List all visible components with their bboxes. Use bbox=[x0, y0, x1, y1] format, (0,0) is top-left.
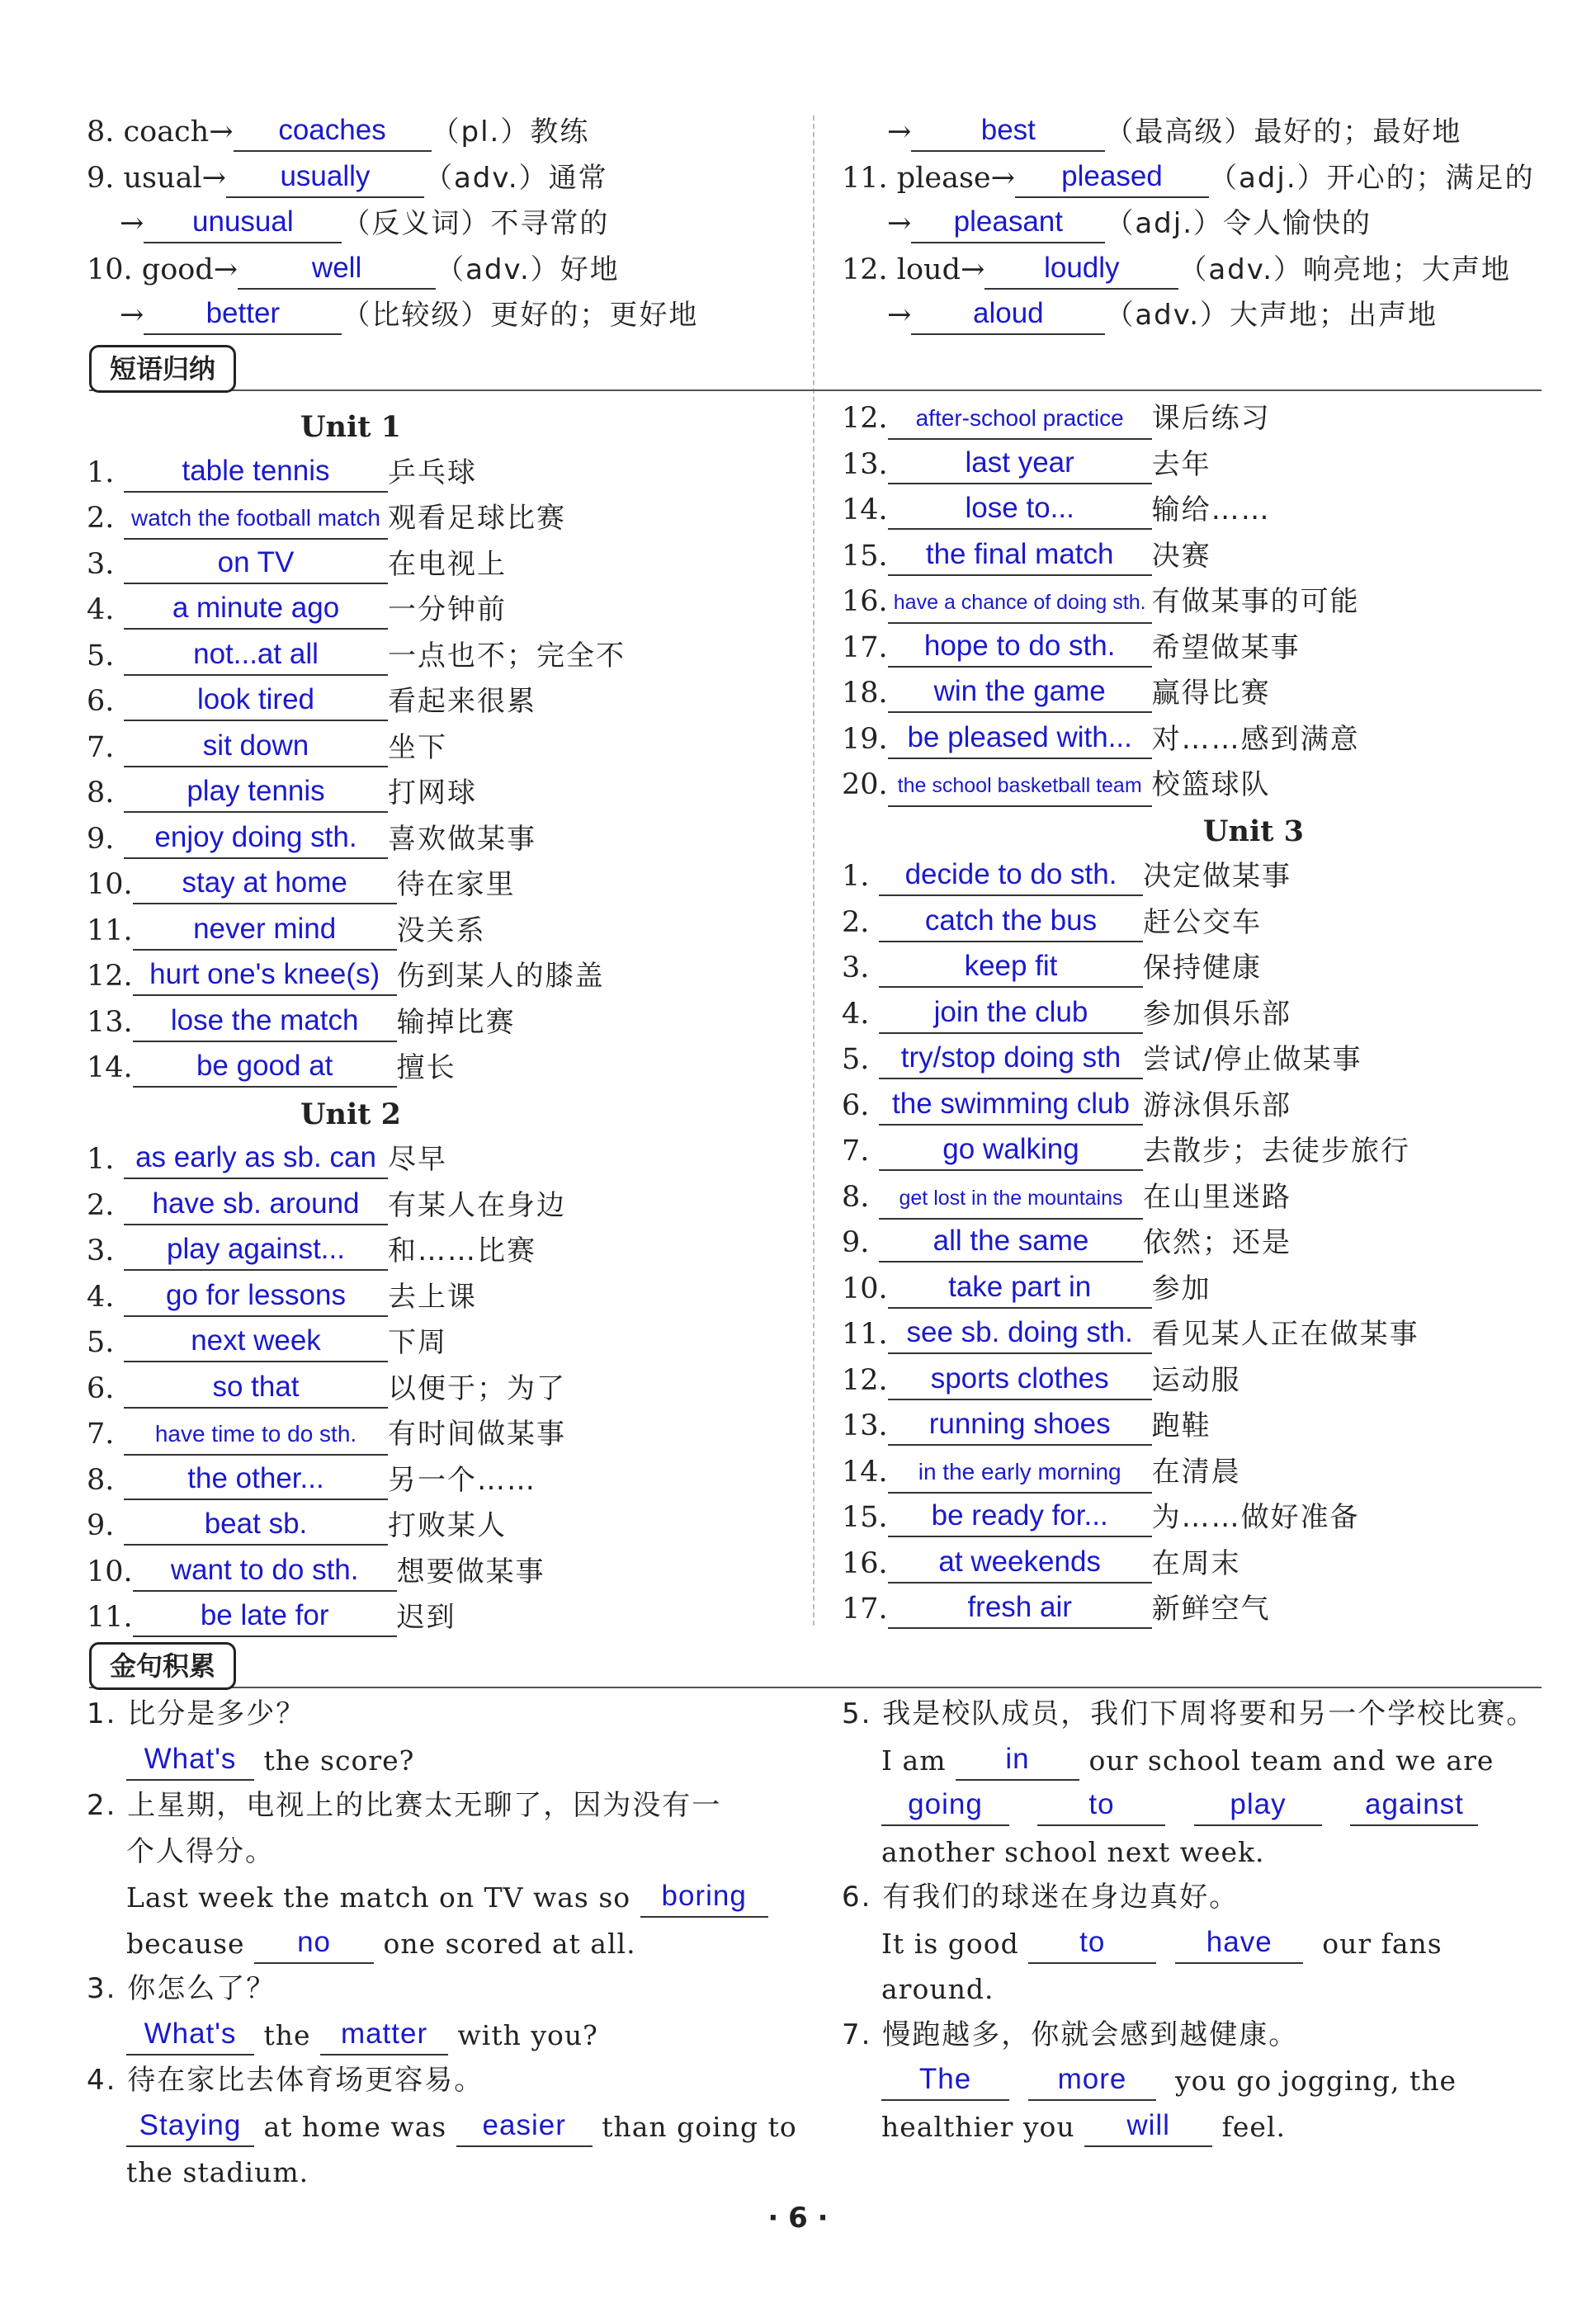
phrase-meaning: 保持健康 bbox=[1143, 951, 1262, 984]
phrase-row bbox=[87, 496, 805, 542]
answer-blank: What's bbox=[126, 2018, 254, 2055]
phrase-meaning: 对……感到满意 bbox=[1151, 722, 1360, 756]
phrase-row bbox=[87, 1137, 805, 1183]
phrases-section-header bbox=[89, 345, 1542, 394]
phrase-meaning: 赢得比赛 bbox=[1151, 677, 1271, 710]
answer-blank: aloud bbox=[911, 297, 1105, 335]
word-form-row: → aloud （adv.）大声地；出声地 bbox=[842, 293, 1551, 339]
answer-blank: have a chance of doing sth. bbox=[888, 586, 1152, 624]
phrase-number: 7. bbox=[87, 1418, 115, 1451]
word-form-row: 10. good→ well （adv.）好地 bbox=[87, 248, 805, 294]
phrase-number: 7. bbox=[87, 730, 115, 764]
phrase-meaning: 参加 bbox=[1151, 1272, 1211, 1305]
phrase-meaning: 课后练习 bbox=[1151, 402, 1271, 435]
phrase-number: 13. bbox=[842, 1409, 888, 1442]
phrase-number: 9. bbox=[87, 1509, 115, 1542]
phrase-number: 3. bbox=[842, 951, 870, 984]
phrase-number: 20. bbox=[842, 768, 888, 801]
phrase-number: 17. bbox=[842, 1593, 888, 1626]
phrase-row bbox=[842, 1083, 1551, 1130]
phrase-row bbox=[87, 1412, 805, 1458]
phrase-meaning: 喜欢做某事 bbox=[388, 822, 536, 856]
answer-blank: try/stop doing sth bbox=[879, 1041, 1143, 1079]
phrase-meaning: 为……做好准备 bbox=[1151, 1501, 1360, 1534]
phrase-meaning: 参加俱乐部 bbox=[1143, 997, 1291, 1031]
answer-blank: be pleased with... bbox=[888, 721, 1152, 759]
header-rule bbox=[89, 1687, 1542, 1688]
phrase-number: 2. bbox=[842, 905, 870, 939]
phrase-number: 10. bbox=[87, 1555, 133, 1588]
phrase-number: 3. bbox=[87, 547, 115, 581]
phrase-number: 14. bbox=[87, 1051, 133, 1084]
phrase-row bbox=[842, 625, 1551, 672]
phrase-number: 2. bbox=[87, 1188, 115, 1222]
header-rule bbox=[89, 389, 1542, 391]
answer-blank: see sb. doing sth. bbox=[888, 1316, 1152, 1354]
sentence-2-chinese-cont: 个人得分。 bbox=[126, 1834, 275, 1868]
answer-blank: unusual bbox=[144, 205, 342, 243]
phrase-number: 1. bbox=[87, 1143, 115, 1176]
phrase-row bbox=[842, 992, 1551, 1038]
word-form-row: 12. loud→ loudly （adv.）响亮地；大声地 bbox=[842, 248, 1551, 294]
phrase-meaning: 一点也不；完全不 bbox=[388, 639, 626, 673]
phrase-number: 8. bbox=[87, 776, 115, 809]
phrase-meaning: 去散步；去徒步旅行 bbox=[1143, 1135, 1410, 1168]
phrase-number: 4. bbox=[87, 1280, 115, 1314]
phrase-row bbox=[842, 671, 1551, 717]
word-form-row: 9. usual→ usually （adv.）通常 bbox=[87, 156, 805, 202]
phrase-meaning: 输掉比赛 bbox=[396, 1005, 516, 1039]
phrase-row bbox=[842, 1541, 1551, 1588]
answer-blank: at weekends bbox=[888, 1546, 1152, 1584]
answer-blank: join the club bbox=[879, 996, 1143, 1034]
sentence-2-english: Last week the match on TV was so boring bbox=[87, 1875, 796, 1921]
answer-blank: get lost in the mountains bbox=[879, 1182, 1143, 1220]
answer-blank: hope to do sth. bbox=[888, 630, 1152, 668]
phrase-number: 8. bbox=[87, 1463, 115, 1497]
phrase-row bbox=[87, 542, 805, 588]
phrase-number: 11. bbox=[842, 1318, 888, 1351]
sentences-left bbox=[87, 1692, 796, 2196]
answer-blank: matter bbox=[320, 2018, 448, 2055]
word-form-row: → better （比较级）更好的；更好地 bbox=[87, 293, 805, 339]
phrase-meaning: 尝试/停止做某事 bbox=[1143, 1043, 1362, 1076]
phrase-row bbox=[842, 1450, 1551, 1496]
phrase-row bbox=[842, 488, 1551, 534]
phrase-row bbox=[87, 588, 805, 634]
answer-blank: sports clothes bbox=[888, 1362, 1152, 1400]
word-form-row: 11. please→ pleased （adj.）开心的；满足的 bbox=[842, 156, 1551, 202]
phrase-number: 6. bbox=[842, 1088, 870, 1122]
phrase-meaning: 有时间做某事 bbox=[388, 1418, 566, 1451]
phrase-meaning: 赶公交车 bbox=[1143, 905, 1262, 939]
phrase-number: 16. bbox=[842, 1546, 888, 1580]
phrase-meaning: 有某人在身边 bbox=[388, 1188, 566, 1222]
phrase-meaning: 擅长 bbox=[396, 1051, 456, 1084]
answer-blank: boring bbox=[640, 1880, 768, 1918]
phrase-row bbox=[842, 854, 1551, 900]
phrase-meaning: 运动服 bbox=[1151, 1363, 1241, 1397]
sentence-1-chinese: 1. 比分是多少？ bbox=[87, 1697, 306, 1730]
phrase-row bbox=[87, 1045, 805, 1092]
phrase-row bbox=[87, 1458, 805, 1504]
phrase-row bbox=[842, 1267, 1551, 1313]
phrase-meaning: 有做某事的可能 bbox=[1151, 585, 1360, 618]
phrase-number: 6. bbox=[87, 1371, 115, 1405]
phrase-row bbox=[87, 954, 805, 1000]
phrase-row bbox=[842, 717, 1551, 763]
phrase-row bbox=[842, 762, 1551, 809]
answer-blank: the swimming club bbox=[879, 1088, 1143, 1126]
sentence-5-chinese: 5. 我是校队成员，我们下周将要和另一个学校比赛。 bbox=[842, 1697, 1537, 1730]
answer-blank: against bbox=[1350, 1788, 1478, 1826]
sentence-3-english: What's the matter with you? bbox=[87, 2013, 796, 2059]
answer-blank: watch the football match bbox=[124, 502, 388, 540]
phrase-row bbox=[842, 1220, 1551, 1267]
answer-blank: keep fit bbox=[879, 950, 1143, 988]
answer-blank: all the same bbox=[879, 1225, 1143, 1263]
word-form-row: 8. coach→ coaches （pl.）教练 bbox=[87, 110, 805, 156]
phrase-number: 13. bbox=[87, 1005, 133, 1039]
phrase-number: 12. bbox=[87, 960, 133, 993]
sentence-4-chinese: 4. 待在家比去体育场更容易。 bbox=[87, 2064, 484, 2097]
answer-blank: to bbox=[1037, 1788, 1165, 1826]
phrase-row bbox=[87, 909, 805, 955]
sentence-7-english: The more you go jogging, the bbox=[842, 2058, 1551, 2104]
answer-blank: win the game bbox=[888, 675, 1152, 713]
phrase-meaning: 校篮球队 bbox=[1151, 768, 1271, 801]
phrase-number: 16. bbox=[842, 585, 888, 618]
phrase-meaning: 决赛 bbox=[1151, 539, 1211, 573]
phrases-left-column bbox=[87, 404, 805, 1641]
phrase-number: 10. bbox=[842, 1272, 888, 1305]
sentence-6-english: It is good to have our fans bbox=[842, 1921, 1551, 1967]
phrase-meaning: 在清晨 bbox=[1151, 1455, 1241, 1489]
phrase-number: 5. bbox=[842, 1043, 870, 1076]
phrase-row bbox=[842, 1587, 1551, 1633]
phrase-number: 5. bbox=[87, 639, 115, 673]
unit1-list bbox=[87, 451, 805, 1092]
unit3-title: Unit 3 bbox=[1203, 814, 1304, 848]
answer-blank: catch the bus bbox=[879, 904, 1143, 942]
answer-blank: be ready for... bbox=[888, 1499, 1152, 1537]
answer-blank: The bbox=[881, 2063, 1009, 2101]
answer-blank: after-school practice bbox=[888, 402, 1152, 440]
answer-blank: beat sb. bbox=[124, 1508, 388, 1546]
phrase-meaning: 观看足球比赛 bbox=[388, 502, 566, 535]
word-form-row: → unusual （反义词）不寻常的 bbox=[87, 201, 805, 248]
phrase-row bbox=[842, 900, 1551, 946]
phrase-meaning: 坐下 bbox=[388, 730, 447, 764]
phrase-number: 5. bbox=[87, 1326, 115, 1359]
phrase-row bbox=[842, 396, 1551, 442]
answer-blank: decide to do sth. bbox=[879, 858, 1143, 896]
phrase-meaning: 看见某人正在做某事 bbox=[1151, 1318, 1419, 1351]
phrase-number: 1. bbox=[87, 455, 115, 489]
answer-blank: have bbox=[1175, 1926, 1303, 1964]
answer-blank: sit down bbox=[124, 729, 388, 767]
unit1-title: Unit 1 bbox=[300, 410, 401, 444]
answer-blank: so that bbox=[124, 1371, 388, 1409]
answer-blank: in the early morning bbox=[888, 1456, 1152, 1494]
sentence-2-english-cont: because no one scored at all. bbox=[87, 1921, 796, 1967]
phrase-number: 10. bbox=[87, 868, 133, 901]
phrase-meaning: 打网球 bbox=[388, 776, 477, 809]
phrase-number: 18. bbox=[842, 677, 888, 710]
phrase-meaning: 以便于；为了 bbox=[388, 1371, 566, 1405]
answer-blank: easier bbox=[456, 2109, 593, 2147]
unit1-continued-list bbox=[842, 396, 1551, 809]
column-divider bbox=[813, 116, 815, 1626]
answer-blank: coaches bbox=[234, 114, 432, 152]
phrase-number: 12. bbox=[842, 402, 888, 435]
answer-blank: play bbox=[1194, 1788, 1322, 1826]
phrase-row bbox=[87, 725, 805, 772]
word-form-row: → pleasant （adj.）令人愉快的 bbox=[842, 201, 1551, 248]
answer-blank: have time to do sth. bbox=[124, 1418, 388, 1456]
answer-blank: better bbox=[144, 297, 342, 335]
answer-blank: not...at all bbox=[124, 638, 388, 676]
sentence-5-english-cont bbox=[842, 1783, 1551, 1829]
answer-blank: play tennis bbox=[124, 775, 388, 813]
answer-blank: Staying bbox=[126, 2109, 254, 2147]
answer-blank: the other... bbox=[124, 1462, 388, 1500]
phrase-meaning: 游泳俱乐部 bbox=[1143, 1088, 1291, 1122]
answer-blank: What's bbox=[126, 1743, 254, 1781]
answer-blank: enjoy doing sth. bbox=[124, 821, 388, 859]
sentence-1-english: What's the score? bbox=[87, 1738, 796, 1784]
sentence-4-english-cont: the stadium. bbox=[126, 2156, 309, 2188]
sentence-5-english-end: another school next week. bbox=[881, 1835, 1265, 1868]
phrase-number: 14. bbox=[842, 1455, 888, 1489]
answer-blank: be late for bbox=[133, 1599, 397, 1637]
phrase-number: 9. bbox=[842, 1226, 870, 1259]
phrase-meaning: 想要做某事 bbox=[396, 1555, 545, 1588]
answer-blank: the school basketball team bbox=[888, 769, 1152, 807]
answer-blank: want to do sth. bbox=[133, 1554, 397, 1592]
answer-blank: in bbox=[956, 1743, 1079, 1781]
answer-blank: loudly bbox=[985, 252, 1178, 290]
phrase-row bbox=[87, 1503, 805, 1550]
phrase-number: 3. bbox=[87, 1234, 115, 1267]
phrase-row bbox=[842, 579, 1551, 625]
phrase-row bbox=[842, 1037, 1551, 1083]
sentences-section-header bbox=[89, 1642, 1542, 1692]
sentence-3-chinese: 3. 你怎么了？ bbox=[87, 1972, 276, 2005]
word-form-row: → best （最高级）最好的；最好地 bbox=[842, 110, 1551, 156]
unit2-title: Unit 2 bbox=[300, 1097, 401, 1131]
phrase-row bbox=[87, 771, 805, 817]
phrase-meaning: 看起来很累 bbox=[388, 685, 536, 718]
phrase-row bbox=[87, 1000, 805, 1046]
phrase-row bbox=[842, 1175, 1551, 1221]
phrase-number: 11. bbox=[87, 913, 133, 947]
phrase-meaning: 尽早 bbox=[388, 1143, 447, 1176]
phrase-number: 2. bbox=[87, 502, 115, 535]
phrase-row bbox=[842, 534, 1551, 580]
word-forms-left bbox=[87, 110, 805, 339]
answer-blank: last year bbox=[888, 446, 1152, 484]
phrase-meaning: 一分钟前 bbox=[388, 593, 507, 626]
phrase-row bbox=[87, 679, 805, 725]
phrase-meaning: 和……比赛 bbox=[388, 1234, 536, 1267]
phrase-row bbox=[842, 1358, 1551, 1404]
phrase-row bbox=[87, 1229, 805, 1275]
sentence-6-english-end: around. bbox=[881, 1973, 994, 2005]
answer-blank: best bbox=[911, 114, 1105, 152]
answer-blank: will bbox=[1084, 2109, 1212, 2147]
sentences-title: 金句积累 bbox=[89, 1642, 236, 1690]
phrase-row bbox=[842, 1404, 1551, 1450]
phrase-number: 15. bbox=[842, 1501, 888, 1534]
answer-blank: fresh air bbox=[888, 1591, 1152, 1629]
phrase-meaning: 在周末 bbox=[1151, 1546, 1241, 1580]
phrase-meaning: 去年 bbox=[1151, 447, 1211, 481]
answer-blank: the final match bbox=[888, 538, 1152, 576]
answer-blank: look tired bbox=[124, 683, 388, 721]
answer-blank: have sb. around bbox=[124, 1187, 388, 1225]
answer-blank: lose the match bbox=[133, 1004, 397, 1042]
phrase-number: 4. bbox=[87, 593, 115, 626]
answer-blank: usually bbox=[226, 160, 424, 198]
answer-blank: go walking bbox=[879, 1133, 1143, 1171]
sentence-7-english-end: healthier you will feel. bbox=[842, 2104, 1551, 2150]
answer-blank: pleasant bbox=[911, 205, 1105, 243]
phrase-row bbox=[842, 1495, 1551, 1541]
word-forms-right bbox=[842, 110, 1551, 339]
phrase-row bbox=[87, 1183, 805, 1230]
phrase-meaning: 在电视上 bbox=[388, 547, 507, 581]
answer-blank: as early as sb. can bbox=[124, 1141, 388, 1179]
answer-blank: to bbox=[1028, 1926, 1156, 1964]
sentence-4-english: Staying at home was easier than going to bbox=[87, 2104, 796, 2150]
phrase-meaning: 依然；还是 bbox=[1143, 1226, 1291, 1259]
phrases-right-column bbox=[842, 396, 1551, 1633]
phrases-title: 短语归纳 bbox=[89, 345, 236, 393]
phrase-meaning: 跑鞋 bbox=[1151, 1409, 1211, 1442]
answer-blank: no bbox=[254, 1926, 374, 1964]
answer-blank: going bbox=[881, 1788, 1009, 1826]
sentences-right bbox=[842, 1692, 1551, 2150]
answer-blank: play against... bbox=[124, 1233, 388, 1271]
phrase-meaning: 待在家里 bbox=[396, 868, 516, 901]
phrase-row bbox=[87, 1320, 805, 1366]
phrase-number: 1. bbox=[842, 860, 870, 893]
phrase-row bbox=[87, 451, 805, 497]
page-number: · 6 · bbox=[767, 2202, 829, 2235]
sentence-5-english: I am in our school team and we are bbox=[842, 1738, 1551, 1784]
phrase-number: 11. bbox=[87, 1601, 133, 1634]
phrase-number: 8. bbox=[842, 1180, 870, 1214]
phrase-meaning: 另一个…… bbox=[388, 1463, 536, 1497]
phrase-meaning: 决定做某事 bbox=[1143, 860, 1291, 893]
phrase-meaning: 伤到某人的膝盖 bbox=[396, 960, 605, 993]
answer-blank: pleased bbox=[1015, 160, 1209, 198]
phrase-number: 7. bbox=[842, 1135, 870, 1168]
phrase-meaning: 打败某人 bbox=[388, 1509, 507, 1542]
answer-blank: go for lessons bbox=[124, 1279, 388, 1317]
phrase-meaning: 新鲜空气 bbox=[1151, 1593, 1271, 1626]
phrase-meaning: 希望做某事 bbox=[1151, 630, 1301, 664]
phrase-number: 4. bbox=[842, 997, 870, 1031]
phrase-row bbox=[87, 634, 805, 680]
sentence-2-chinese: 2. 上星期，电视上的比赛太无聊了，因为没有一 bbox=[87, 1789, 722, 1822]
phrase-meaning: 迟到 bbox=[396, 1601, 456, 1634]
answer-blank: lose to... bbox=[888, 492, 1152, 530]
unit3-list bbox=[842, 854, 1551, 1633]
answer-blank: on TV bbox=[124, 546, 388, 584]
answer-blank: take part in bbox=[888, 1271, 1152, 1309]
phrase-number: 9. bbox=[87, 822, 115, 856]
answer-blank: hurt one's knee(s) bbox=[133, 958, 397, 996]
answer-blank: running shoes bbox=[888, 1408, 1152, 1446]
answer-blank: more bbox=[1028, 2063, 1156, 2101]
unit2-list bbox=[87, 1137, 805, 1641]
phrase-meaning: 输给…… bbox=[1151, 493, 1271, 526]
phrase-meaning: 没关系 bbox=[396, 913, 486, 947]
sentence-7-chinese: 7. 慢跑越多，你就会感到越健康。 bbox=[842, 2018, 1299, 2051]
phrase-meaning: 去上课 bbox=[388, 1280, 477, 1314]
phrase-row bbox=[87, 862, 805, 909]
answer-blank: table tennis bbox=[124, 455, 388, 493]
answer-blank: well bbox=[238, 252, 436, 290]
answer-blank: a minute ago bbox=[124, 592, 388, 630]
phrase-meaning: 在山里迷路 bbox=[1143, 1180, 1291, 1214]
phrase-row bbox=[842, 442, 1551, 489]
phrase-number: 6. bbox=[87, 685, 115, 718]
phrase-row bbox=[842, 1129, 1551, 1175]
phrase-row bbox=[842, 946, 1551, 992]
answer-blank: be good at bbox=[133, 1050, 397, 1088]
phrase-row bbox=[842, 1312, 1551, 1358]
sentence-6-chinese: 6. 有我们的球迷在身边真好。 bbox=[842, 1881, 1239, 1914]
phrase-row bbox=[87, 1550, 805, 1596]
answer-blank: never mind bbox=[133, 913, 397, 951]
phrase-number: 17. bbox=[842, 630, 888, 664]
phrase-meaning: 下周 bbox=[388, 1326, 447, 1359]
phrase-row bbox=[87, 1595, 805, 1641]
answer-blank: stay at home bbox=[133, 866, 397, 904]
phrase-number: 13. bbox=[842, 447, 888, 481]
phrase-row bbox=[87, 817, 805, 863]
phrase-row bbox=[87, 1366, 805, 1413]
answer-blank: next week bbox=[124, 1324, 388, 1362]
phrase-number: 15. bbox=[842, 539, 888, 573]
phrase-row bbox=[87, 1275, 805, 1321]
phrase-number: 14. bbox=[842, 493, 888, 526]
phrase-number: 12. bbox=[842, 1363, 888, 1397]
phrase-number: 19. bbox=[842, 722, 888, 756]
phrase-meaning: 乒乓球 bbox=[388, 455, 477, 489]
